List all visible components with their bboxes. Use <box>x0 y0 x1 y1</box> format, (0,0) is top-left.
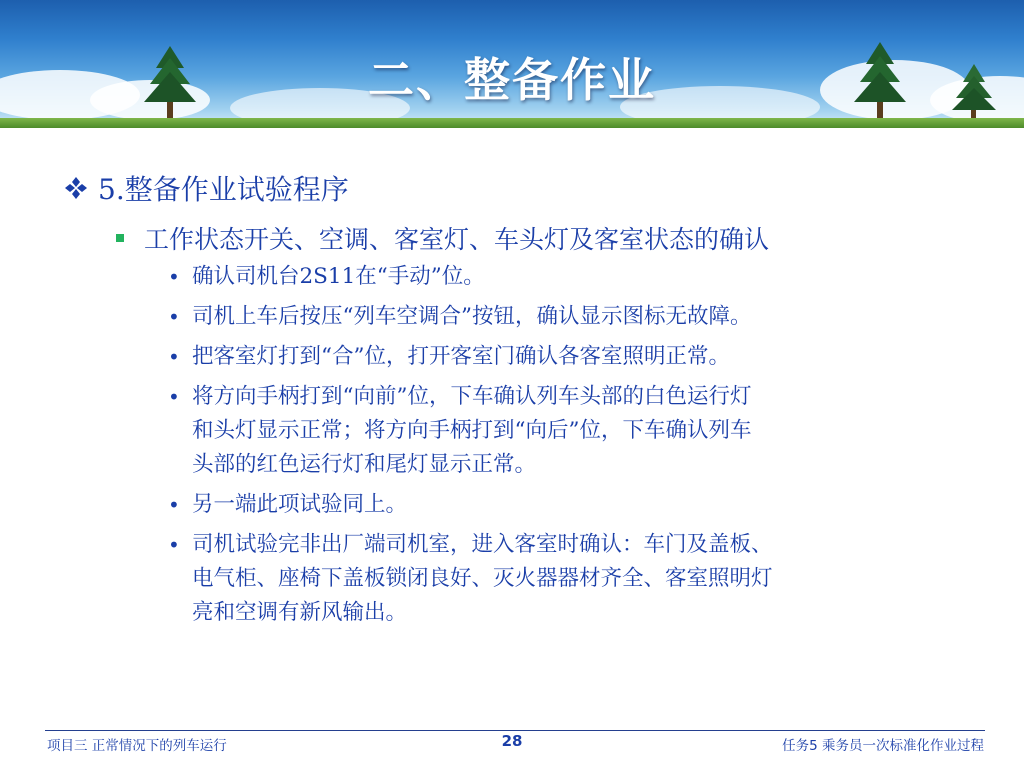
subheading <box>116 220 769 256</box>
list-item <box>166 340 966 374</box>
list-item-line: • 将方向手柄打到“向前”位，下车确认列车头部的白色运行灯 <box>192 384 752 409</box>
list-item <box>166 380 966 482</box>
list-item-line: • 司机上车后按压“列车空调合”按钮，确认显示图标无故障。 <box>192 304 752 329</box>
list-item <box>166 528 966 630</box>
list-item-line: • 另一端此项试验同上。 <box>192 492 408 517</box>
footer-project: 项目三 正常情况下的列车运行 <box>47 738 227 754</box>
page-number: 28 <box>501 732 523 750</box>
list-item <box>166 488 966 522</box>
list-item-line: 电气柜、座椅下盖板锁闭良好、灭火器器材齐全、客室照明灯 <box>192 566 773 591</box>
list-item <box>166 260 966 294</box>
slide-title: 二、整备作业 <box>368 53 656 107</box>
list-item-line: • 把客室灯打到“合”位，打开客室门确认各客室照明正常。 <box>192 344 730 369</box>
subheading-text: 工作状态开关、空调、客室灯、车头灯及客室状态的确认 <box>144 225 770 254</box>
list-item-line: • 司机试验完非出厂端司机室，进入客室时确认：车门及盖板、 <box>192 532 773 557</box>
list-item-line: • 确认司机台2S11在“手动”位。 <box>192 264 485 289</box>
list-item-line: 头部的红色运行灯和尾灯显示正常。 <box>192 452 537 477</box>
section-heading <box>64 168 349 208</box>
list-item-line: 亮和空调有新风输出。 <box>192 600 408 625</box>
footer-divider <box>45 730 985 731</box>
four-diamond-bullet-icon <box>64 176 88 200</box>
square-bullet-icon <box>116 234 124 242</box>
section-heading-text: 5.整备作业试验程序 <box>98 173 349 206</box>
header-banner <box>0 0 1024 128</box>
list-item-line: 和头灯显示正常；将方向手柄打到“向后”位，下车确认列车 <box>192 418 752 443</box>
footer-task: 任务5 乘务员一次标准化作业过程 <box>782 738 984 754</box>
list-item <box>166 300 966 334</box>
bullet-list <box>166 260 966 636</box>
grass-strip <box>0 118 1024 128</box>
